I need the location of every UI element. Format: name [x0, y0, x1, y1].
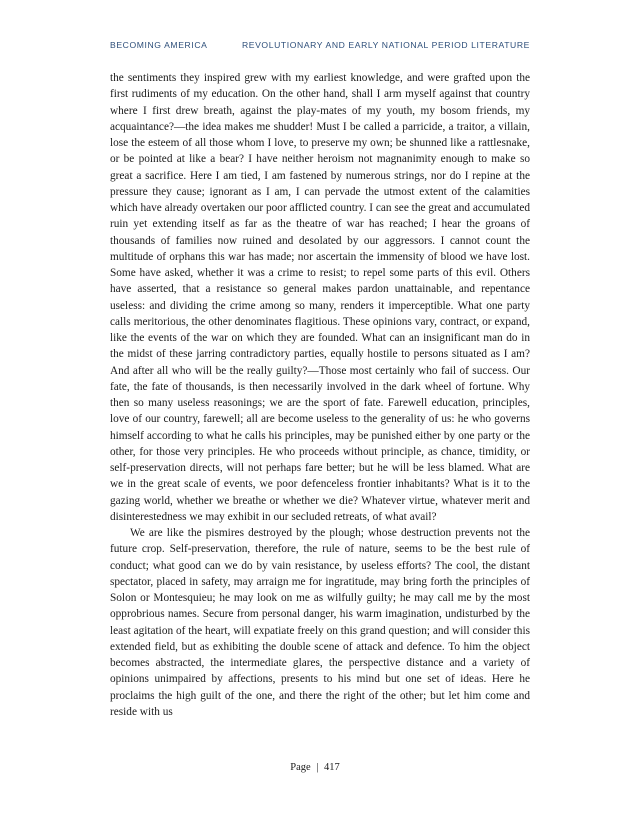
page-footer	[0, 762, 630, 773]
header-section-title: REVOLUTIONARY AND EARLY NATIONAL PERIOD LITERATURE	[241, 40, 530, 50]
paragraph-continued: the sentiments they inspired grew with my earliest knowledge, and were grafted upon the first rudiments of my education. On the other hand, shall I arm myself against that country where I first drew breath, against the play-mates of my youth, my bosom friends, my acquaintance?—the idea makes me shudder! Must I be called a parricide, a traitor, a villain, lose the esteem of all those whom I love, to preserve my own; be shunned like a rattlesnake, or be pointed at like a bear? I have neither heroism not magnanimity enough to make so great a sacrifice. Here I am tied, I am fastened by numerous strings, nor do I repine at the pressure they cause; ignorant as I am, I can pervade the utmost extent of the calamities which have already overtaken our poor afflicted country. I can see the great and accumulated ruin yet extending itself as far as the theatre of war has reached; I hear the groans of thousands of families now ruined and desolated by our aggressors. I cannot count the multitude of orphans this war has made; nor ascertain the immensity of blood we have lost. Some have asked, whether it was a crime to resist; to repel some parts of this evil. Others have asserted, that a resistance so general makes pardon unattainable, and repentance useless: and dividing the crime among so many, renders it imperceptible. What one party calls meritorious, the other denominates flagitious. These opinions vary, contract, or expand, like the events of the war on which they are founded. What can an insignificant man do in the midst of these jarring contradictory parties, equally hostile to persons situated as I am? And after all who will be the really guilty?—Those most certainly who fail of success. Our fate, the fate of thousands, is then necessarily involved in the dark wheel of fortune. Why then so many useless reasonings; we are the sport of fate. Farewell education, principles, love of our country, farewell; all are become useless to the generality of us: he who governs himself according to what he calls his principles, may be punished either by one party or the other, for those very principles. He who proceeds without principle, as chance, timidity, or self-preservation directs, will not perhaps fare better; but he will be less blamed. What are we in the great scale of events, we poor defenceless frontier inhabitants? What is it to the gazing world, whether we breathe or whether we die? Whatever virtue, whatever merit and disinterestedness we may exhibit in our secluded retreats, of what avail?	[110, 72, 530, 523]
page-number: 417	[324, 762, 340, 773]
body-text	[110, 70, 530, 720]
header-book-title: BECOMING AMERICA	[110, 40, 208, 50]
running-header	[110, 40, 530, 50]
page-label: Page	[290, 762, 311, 773]
page-separator: |	[316, 762, 319, 773]
paragraph: We are like the pismires destroyed by the plough; whose destruction prevents not the future crop. Self-preservation, therefore, the rule of nature, seems to be the best rule of conduct; what good can we do by vain resistance, by useless efforts? The cool, the distant spectator, placed in safety, may arraign me for ingratitude, may bring forth the principles of Solon or Montesquieu; he may look on me as wilfully guilty; he may call me by the most opprobrious names. Secure from personal danger, his warm imagination, undisturbed by the least agitation of the heart, will expatiate freely on this grand question; and will consider this extended field, but as exhibiting the double scene of attack and defence. To him the object becomes abstracted, the intermediate glares, the perspective distance and a variety of opinions unimpaired by affections, presents to his mind but one set of ideas. Here he proclaims the high guilt of the one, and there the right of the other; but let him come and reside with us	[110, 527, 530, 718]
